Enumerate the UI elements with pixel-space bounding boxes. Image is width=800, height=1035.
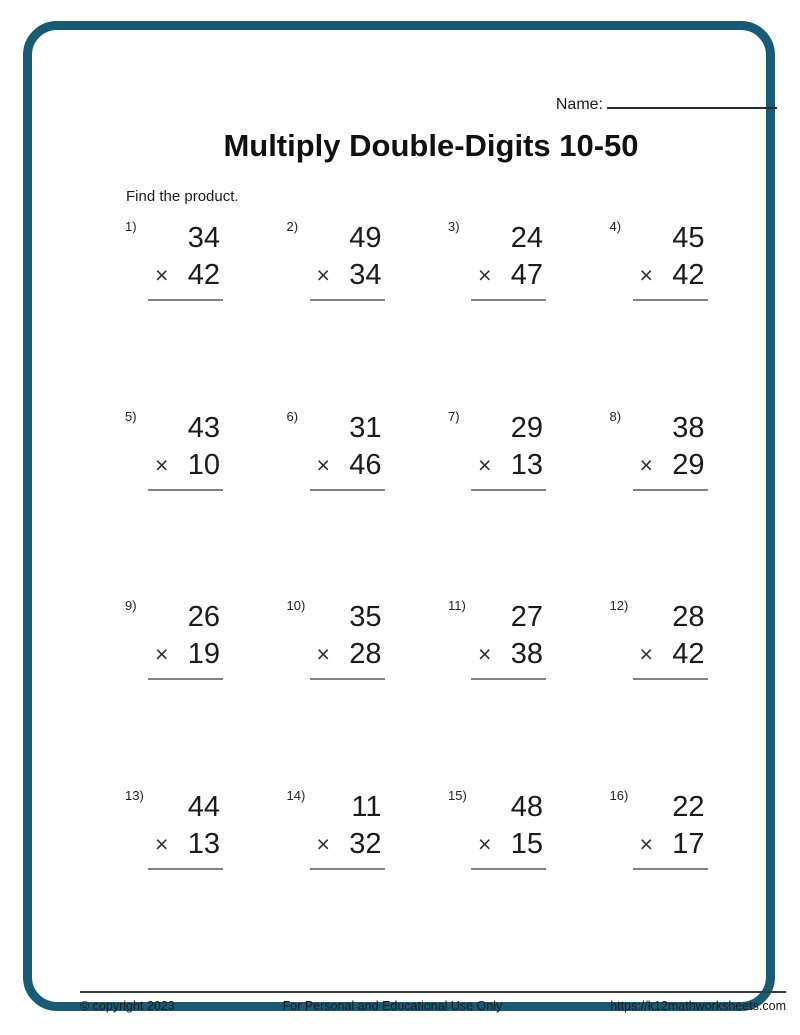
problem-number: 3) <box>448 219 460 234</box>
operand-bottom-row <box>310 447 385 491</box>
operand-bottom: 42 <box>672 638 705 670</box>
operand-top: 11 <box>351 790 382 823</box>
operand-top: 26 <box>187 601 220 633</box>
operand-bottom: 46 <box>349 448 382 481</box>
problem-number: 14) <box>286 787 306 803</box>
multiply-icon: × <box>639 262 653 288</box>
name-row <box>32 90 777 114</box>
operand-bottom: 19 <box>187 638 220 670</box>
problem-7 <box>448 406 610 596</box>
operand-top: 28 <box>672 601 705 633</box>
operand-bottom: 29 <box>672 448 705 481</box>
footer-copyright: © copyright 2023 <box>80 999 175 1013</box>
operand-bottom: 38 <box>510 638 543 670</box>
operand-bottom-row <box>148 826 223 870</box>
operand-bottom-row <box>633 826 708 870</box>
footer-usage-text: For Personal and Educational Use Only <box>282 999 503 1013</box>
page-title: Multiply Double-Digits 10-50 <box>223 128 639 163</box>
problem-number: 7) <box>448 408 460 424</box>
problem-13 <box>125 785 287 975</box>
operand-bottom-row <box>310 257 385 301</box>
operand-top: 38 <box>672 411 705 444</box>
operand-top: 34 <box>187 222 220 254</box>
problem-work-area <box>471 410 546 491</box>
operand-bottom-row <box>471 826 546 870</box>
problem-work-area <box>148 789 223 870</box>
multiply-icon: × <box>155 830 169 857</box>
problem-1 <box>125 216 287 406</box>
operand-bottom-row <box>148 257 223 301</box>
problem-number: 11) <box>448 598 466 613</box>
problem-work-area <box>310 410 385 491</box>
operand-top: 45 <box>672 222 705 254</box>
operand-bottom-row <box>633 636 708 680</box>
multiply-icon: × <box>155 262 169 288</box>
problem-number: 5) <box>125 408 137 424</box>
footer <box>80 999 786 1013</box>
problem-14 <box>287 785 449 975</box>
multiply-icon: × <box>639 641 653 667</box>
problem-number: 4) <box>609 219 622 234</box>
operand-top: 49 <box>349 222 382 254</box>
operand-top: 22 <box>672 790 705 823</box>
problem-work-area <box>148 599 223 680</box>
instruction-text: Find the product. <box>126 188 239 205</box>
problem-work-area <box>633 599 708 680</box>
problem-number: 2) <box>286 219 299 234</box>
problem-work-area <box>148 410 223 491</box>
footer-url: https://k12mathworksheets.com <box>610 999 786 1013</box>
operand-top: 35 <box>349 601 382 633</box>
operand-top: 44 <box>187 790 220 823</box>
multiply-icon: × <box>316 641 330 667</box>
problem-9 <box>125 595 287 785</box>
operand-bottom: 32 <box>349 827 382 860</box>
multiply-icon: × <box>155 451 169 478</box>
problem-number: 1) <box>125 219 137 234</box>
operand-top: 27 <box>510 601 543 633</box>
problem-16 <box>610 785 772 975</box>
problem-work-area <box>310 789 385 870</box>
operand-bottom: 47 <box>510 259 543 291</box>
operand-top: 24 <box>510 222 543 254</box>
problem-work-area <box>310 599 385 680</box>
problem-10 <box>287 595 449 785</box>
operand-bottom: 42 <box>672 259 705 291</box>
operand-bottom: 10 <box>187 448 220 481</box>
operand-bottom: 42 <box>187 259 220 291</box>
operand-bottom-row <box>148 636 223 680</box>
multiply-icon: × <box>478 830 492 857</box>
operand-bottom: 17 <box>672 827 705 860</box>
operand-bottom: 15 <box>510 827 543 860</box>
problem-8 <box>610 406 772 596</box>
problem-4 <box>610 216 772 406</box>
operand-bottom-row <box>471 447 546 491</box>
operand-bottom-row <box>633 447 708 491</box>
worksheet-frame-border <box>23 21 786 1013</box>
multiply-icon: × <box>478 262 492 288</box>
operand-top: 29 <box>510 411 543 444</box>
operand-bottom: 28 <box>349 638 382 670</box>
problem-number: 15) <box>448 787 467 803</box>
problem-5 <box>125 406 287 596</box>
name-label: Name: <box>555 96 603 113</box>
problem-number: 8) <box>609 408 622 424</box>
multiply-icon: × <box>478 451 492 478</box>
problem-number: 9) <box>125 598 137 613</box>
multiply-icon: × <box>316 451 330 478</box>
operand-bottom-row <box>310 636 385 680</box>
operand-top: 31 <box>349 411 382 444</box>
problem-work-area <box>633 410 708 491</box>
operand-top: 43 <box>187 411 220 444</box>
name-blank-line <box>607 90 777 109</box>
operand-bottom-row <box>633 257 708 301</box>
problem-number: 13) <box>125 787 144 803</box>
operand-bottom-row <box>471 636 546 680</box>
problem-work-area <box>310 220 385 301</box>
problem-2 <box>287 216 449 406</box>
problem-15 <box>448 785 610 975</box>
problem-work-area <box>471 599 546 680</box>
footer-divider <box>80 991 786 993</box>
problem-work-area <box>148 220 223 301</box>
problem-work-area <box>471 789 546 870</box>
problem-work-area <box>471 220 546 301</box>
problem-3 <box>448 216 610 406</box>
multiply-icon: × <box>639 830 653 857</box>
operand-bottom-row <box>471 257 546 301</box>
operand-bottom-row <box>310 826 385 870</box>
problem-number: 16) <box>609 787 629 803</box>
problem-number: 6) <box>286 408 299 424</box>
multiply-icon: × <box>155 641 169 667</box>
multiply-icon: × <box>316 830 330 857</box>
problem-6 <box>287 406 449 596</box>
problem-number: 10) <box>286 598 306 613</box>
problem-11 <box>448 595 610 785</box>
problems-grid <box>125 216 771 974</box>
problem-number: 12) <box>609 598 629 613</box>
operand-top: 48 <box>510 790 543 823</box>
multiply-icon: × <box>639 451 653 478</box>
problem-12 <box>610 595 772 785</box>
problem-work-area <box>633 789 708 870</box>
operand-bottom: 13 <box>187 827 220 860</box>
multiply-icon: × <box>316 262 330 288</box>
multiply-icon: × <box>478 641 492 667</box>
operand-bottom: 13 <box>510 448 543 481</box>
operand-bottom: 34 <box>349 259 382 291</box>
problem-work-area <box>633 220 708 301</box>
operand-bottom-row <box>148 447 223 491</box>
